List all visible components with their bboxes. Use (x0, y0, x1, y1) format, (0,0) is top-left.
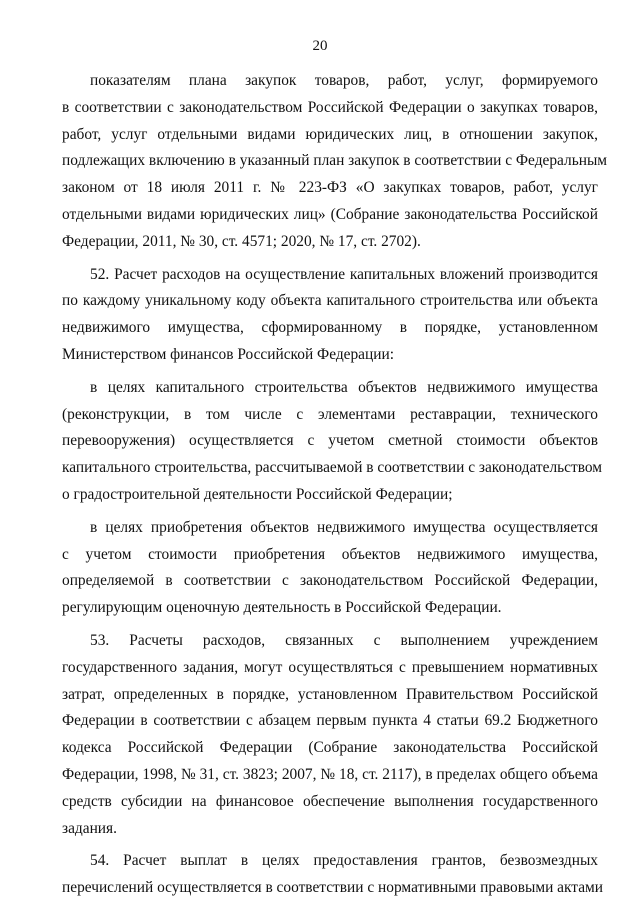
text-line: затрат, определенных в порядке, установленном Правительством Российской (62, 685, 598, 703)
text-line: регулирующим оценочную деятельность в Российской Федерации. (62, 599, 502, 617)
text-line: задания. (62, 819, 117, 837)
text-line: законом от 18 июля 2011 г. № 223-ФЗ «О закупках товаров, работ, услуг (62, 179, 598, 197)
text-line: перечислений осуществляется в соответствии с нормативными правовыми актами (62, 879, 604, 897)
page-number: 20 (312, 38, 328, 54)
text-line: показателям плана закупок товаров, работ, услуг, формируемого (90, 72, 598, 89)
text-line: (реконструкции, в том числе с элементами реставрации, технического (62, 405, 598, 423)
text-line: Федерации в соответствии с абзацем первым пункта 4 статьи 69.2 Бюджетного (62, 712, 598, 730)
text-line: отдельными видами юридических лиц» (Собрание законодательства Российской (62, 205, 598, 223)
text-line: 53. Расчеты расходов, связанных с выполнением учреждением (90, 631, 598, 649)
text-line: Федерации, 2011, № 30, ст. 4571; 2020, № 17, ст. 2702). (62, 232, 421, 250)
text-line: в целях капитального строительства объектов недвижимого имущества (90, 378, 598, 396)
text-line: о градостроительной деятельности Российской Федерации; (62, 485, 453, 503)
text-line: по каждому уникальному коду объекта капитального строительства или объекта (62, 292, 598, 310)
document-body (62, 68, 608, 902)
text-line: в соответствии с законодательством Российской Федерации о закупках товаров, (62, 98, 598, 116)
paragraph-acquisition (62, 515, 598, 622)
text-line: капитального строительства, рассчитываемой в соответствии с законодательством (62, 459, 603, 477)
text-line: недвижимого имущества, сформированному в порядке, установленном (62, 319, 598, 337)
text-line: определяемой в соответствии с законодательством Российской Федерации, (62, 572, 598, 590)
paragraph-53 (62, 628, 598, 842)
text-line: 52. Расчет расходов на осуществление капитальных вложений производится (90, 265, 598, 283)
paragraph-54 (62, 848, 604, 902)
text-line: Федерации, 1998, № 31, ст. 3823; 2007, № 18, ст. 2117), в пределах общего объема (62, 765, 598, 783)
text-line: средств субсидии на финансовое обеспечение выполнения государственного (62, 792, 598, 810)
paragraph-continuation (62, 68, 608, 256)
text-line: работ, услуг отдельными видами юридических лиц, в отношении закупок, (62, 125, 598, 143)
paragraph-construction (62, 375, 603, 509)
text-line: кодекса Российской Федерации (Собрание законодательства Российской (62, 739, 598, 757)
text-line: с учетом стоимости приобретения объектов недвижимого имущества, (62, 545, 598, 563)
text-line: в целях приобретения объектов недвижимого имущества осуществляется (90, 518, 598, 536)
text-line: 54. Расчет выплат в целях предоставления грантов, безвозмездных (90, 852, 598, 870)
paragraph-52 (62, 262, 598, 369)
text-line: государственного задания, могут осуществляться с превышением нормативных (62, 658, 598, 676)
text-line: Министерством финансов Российской Федерации: (62, 345, 394, 363)
text-line: подлежащих включению в указанный план закупок в соответствии с Федеральным (62, 152, 608, 170)
text-line: перевооружения) осуществляется с учетом сметной стоимости объектов (62, 432, 598, 450)
